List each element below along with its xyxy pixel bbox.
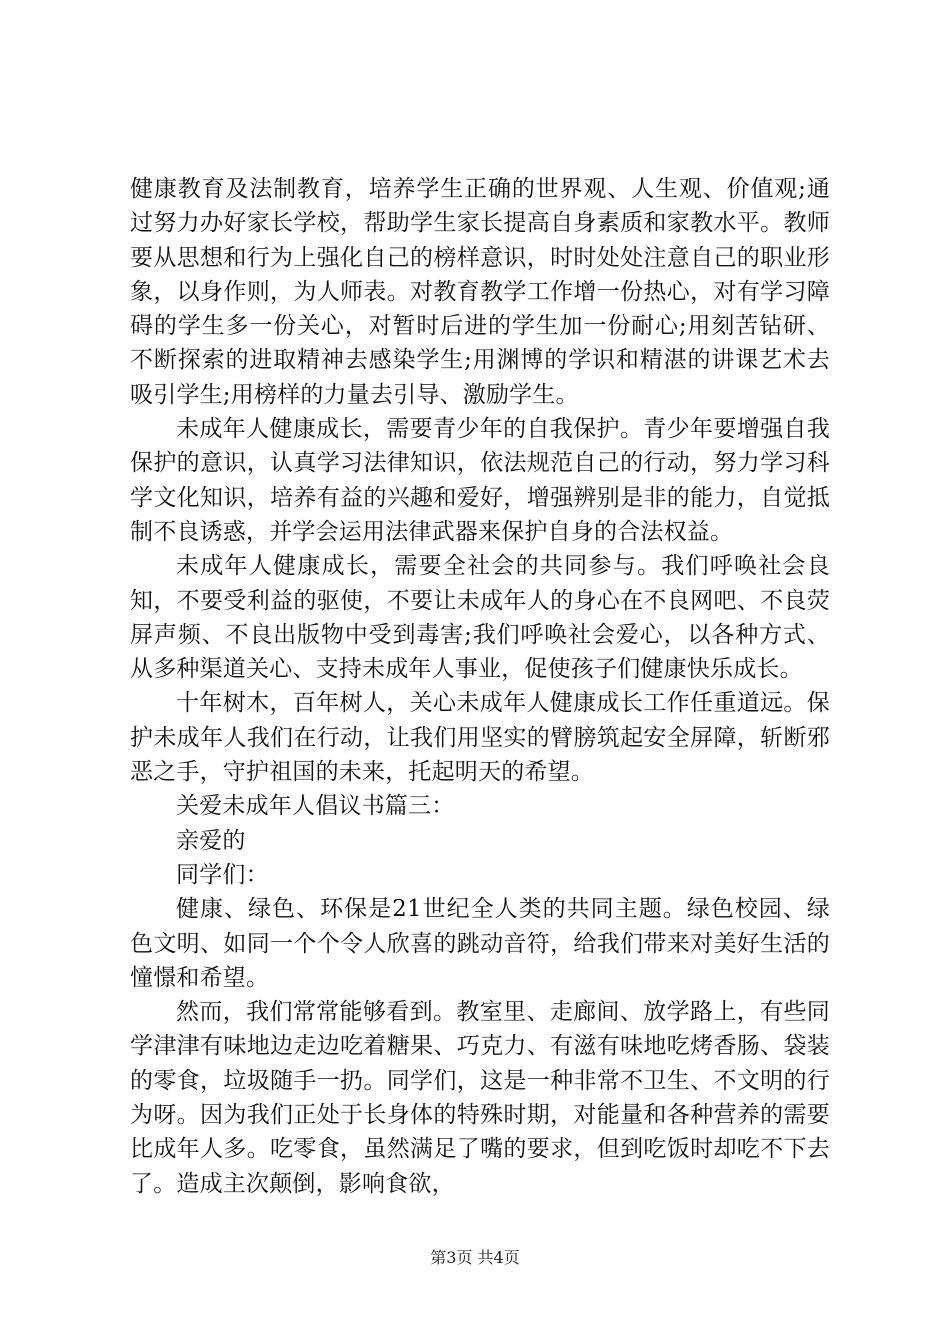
page-footer: 第3页 共4页 (430, 1248, 520, 1267)
paragraph-self-protection: 未成年人健康成长，需要青少年的自我保护。青少年要增强自我保护的意识，认真学习法律知识，依法规范自己的行动，努力学习科学文化知识，培养有益的兴趣和爱好，增强辨别是非的能力，自觉抵制不良诱惑，并学会运用法律武器来保护自身的合法权益。 (130, 416, 830, 545)
paragraph-society-participation: 未成年人健康成长，需要全社会的共同参与。我们呼唤社会良知，不要受利益的驱使，不要让未成年人的身心在不良网吧、不良荧屏声频、不良出版物中受到毒害;我们呼唤社会爱心，以各种方式、从多种渠道关心、支持未成年人事业，促使孩子们健康快乐成长。 (130, 553, 830, 683)
paragraph-snacks: 然而，我们常常能够看到。教室里、走廊间、放学路上，有些同学津津有味地边走边吃着糖果、巧克力、有滋有味地吃烤香肠、袋装的零食，垃圾随手一扔。同学们，这是一种非常不卫生、不文明的行为呀。因为我们正处于长身体的特殊时期，对能量和各种营养的需要比成年人多。吃零食，虽然满足了嘴的要求，但到吃饭时却吃不下去了。造成主次颠倒，影响食欲， (130, 999, 830, 1197)
paragraph-conclusion: 十年树木，百年树人，关心未成年人健康成长工作任重道远。保护未成年人我们在行动，让我们用坚实的臂膀筑起安全屏障，斩断邪恶之手，守护祖国的未来，托起明天的希望。 (130, 690, 830, 786)
salutation-line-1: 亲爱的 (176, 827, 246, 854)
paragraph-green-theme: 健康、绿色、环保是21世纪全人类的共同主题。绿色校园、绿色文明、如同一个个令人欣喜的跳动音符，给我们带来对美好生活的憧憬和希望。 (130, 896, 830, 991)
document-body (130, 172, 830, 1201)
section-heading: 关爱未成年人倡议书篇三： (176, 793, 455, 820)
paragraph-continuation: 健康教育及法制教育，培养学生正确的世界观、人生观、价值观;通过努力办好家长学校，帮助学生家长提高自身素质和家教水平。教师要从思想和行为上强化自己的榜样意识，时时处处注意自己的职业形象，以身作则，为人师表。对教育教学工作增一份热心，对有学习障碍的学生多一份关心，对暂时后进的学生加一份耐心;用刻苦钻研、不断探索的进取精神去感染学生;用渊博的学识和精湛的讲课艺术去吸引学生;用榜样的力量去引导、激励学生。 (130, 176, 830, 408)
salutation-line-2: 同学们： (176, 861, 269, 888)
